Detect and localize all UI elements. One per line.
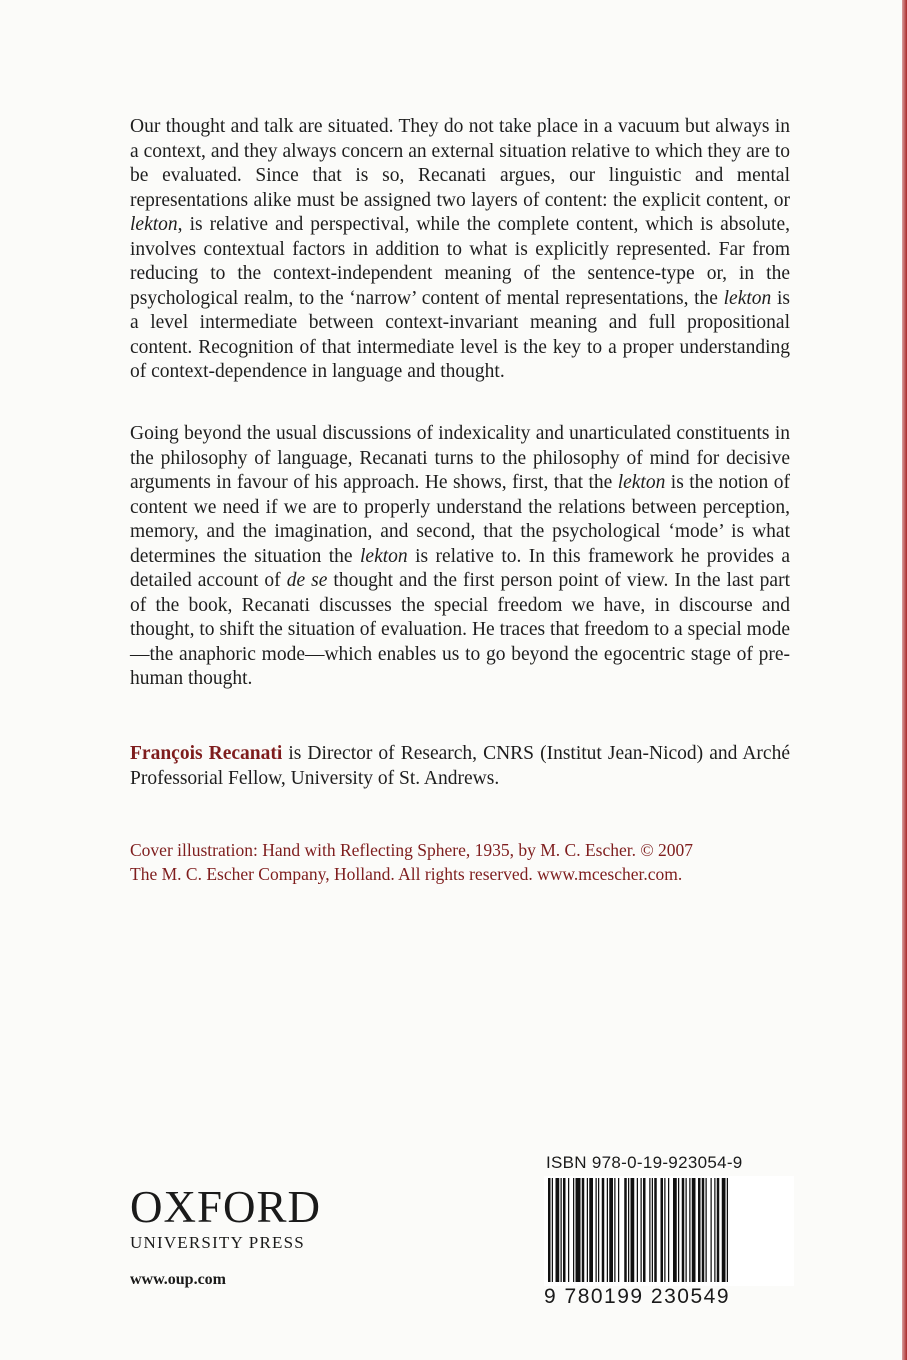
barcode-bar bbox=[664, 1178, 665, 1282]
publisher-name: OXFORD bbox=[130, 1182, 322, 1232]
barcode-bar bbox=[717, 1178, 720, 1282]
publisher-website: www.oup.com bbox=[130, 1271, 227, 1288]
barcode-bar bbox=[649, 1178, 650, 1282]
text-segment: , is relative and perspectival, while the complete content, which is absolute, involves contextual factors in addition to what is explicitly represented. Far from reducing to the context-independent meaning of the sentence-type or, in the psychological realm, to the ‘narrow’ content of mental representations, the bbox=[130, 214, 790, 309]
barcode-bar bbox=[618, 1178, 619, 1282]
barcode-bar bbox=[602, 1178, 605, 1282]
barcode-bar bbox=[576, 1178, 581, 1282]
text-segment: Going beyond the usual discussions of indexicality and unarticulated constituents in the philosophy of language, Recanati turns to the philosophy of mind for decisive arguments in favour of his approach. He shows, first, that the bbox=[130, 423, 790, 493]
barcode-bar bbox=[682, 1178, 685, 1282]
text-segment: is relative to. In this framework he provides a detailed account of bbox=[130, 545, 790, 591]
barcode-bar bbox=[698, 1178, 701, 1282]
text-segment: is the notion of content we need if we are to properly understand the relations between perception, memory, and the imagination, and second, that the psychological ‘mode’ is what determines the situation the bbox=[130, 472, 790, 567]
description-paragraph-1 bbox=[130, 115, 790, 385]
barcode-bar bbox=[552, 1178, 553, 1282]
author-bio-text: is Director of Research, CNRS (Institut Jean-Nicod) and Arché Professorial Fellow, University of St. Andrews. bbox=[130, 743, 790, 789]
barcode-bar bbox=[607, 1178, 608, 1282]
barcode-bar bbox=[561, 1178, 562, 1282]
barcode-bar bbox=[711, 1178, 712, 1282]
italic-term: lekton bbox=[130, 214, 178, 235]
barcode-bar bbox=[548, 1178, 551, 1282]
barcode-bar bbox=[702, 1178, 705, 1282]
barcode-bar bbox=[686, 1178, 687, 1282]
barcode-bar bbox=[624, 1178, 627, 1282]
barcode-bar bbox=[722, 1178, 726, 1282]
text-segment: Our thought and talk are situated. They do not take place in a vacuum but always in a context, and they always concern an external situation relative to which they are to be evaluated. Since that is so, Recanati argues, our linguistic and mental representations alike must be assigned two layers of content: the explicit content, or bbox=[130, 116, 790, 211]
barcode-icon bbox=[544, 1176, 794, 1286]
italic-term: de se bbox=[286, 570, 328, 591]
barcode-bar bbox=[643, 1178, 646, 1282]
barcode-bar bbox=[727, 1178, 728, 1282]
author-name: François Recanati bbox=[130, 743, 283, 764]
barcode-bar bbox=[652, 1178, 653, 1282]
barcode-bar bbox=[589, 1178, 593, 1282]
barcode-bar bbox=[631, 1178, 635, 1282]
barcode-bar bbox=[668, 1178, 669, 1282]
barcode-bar bbox=[673, 1178, 677, 1282]
barcode-digits: 9 780199 230549 bbox=[544, 1285, 730, 1308]
italic-term: lekton bbox=[723, 287, 772, 309]
italic-term: lekton bbox=[360, 545, 408, 567]
cover-credit-line-2: The M. C. Escher Company, Holland. All rights reserved. www.mcescher.com. bbox=[130, 864, 683, 884]
cover-credit bbox=[130, 838, 790, 886]
barcode-bar bbox=[678, 1178, 679, 1282]
isbn-label: ISBN 978-0-19-923054-9 bbox=[546, 1153, 743, 1172]
barcode-bar bbox=[661, 1178, 664, 1282]
barcode-bar bbox=[692, 1178, 696, 1282]
barcode-bar bbox=[654, 1178, 657, 1282]
italic-term: lekton bbox=[617, 472, 666, 493]
barcode-bar bbox=[563, 1178, 566, 1282]
author-bio bbox=[130, 742, 790, 791]
barcode-bar bbox=[587, 1178, 588, 1282]
text-segment: thought and the first person point of view. In the last part of the book, Recanati discusses the special freedom we have, in discourse and thought, to shift the situation of evaluation. He traces that freedom to a special mode—the anaphoric mode—which enables us to go beyond the egocentric stage of pre-human thought. bbox=[130, 570, 790, 689]
barcode-bar bbox=[609, 1178, 613, 1282]
barcode-bar bbox=[568, 1178, 569, 1282]
barcode-bar bbox=[714, 1178, 715, 1282]
barcode-bar bbox=[641, 1178, 642, 1282]
barcode-bar bbox=[582, 1178, 585, 1282]
publisher-subname: UNIVERSITY PRESS bbox=[130, 1233, 305, 1252]
description-paragraph-2 bbox=[130, 422, 790, 692]
barcode-bar bbox=[689, 1178, 690, 1282]
cover-credit-line-1: Cover illustration: Hand with Reflecting Sphere, 1935, by M. C. Escher. © 2007 bbox=[130, 840, 694, 860]
barcode-bar bbox=[614, 1178, 615, 1282]
text-segment: is a level intermediate between context-invariant meaning and full propositional content. Recognition of that intermediate level is the key to a proper understanding of context-dependence in language and thought. bbox=[130, 287, 790, 382]
barcode-bar bbox=[706, 1178, 707, 1282]
barcode-bar bbox=[637, 1178, 638, 1282]
spine-edge bbox=[902, 0, 907, 1360]
barcode-bar bbox=[628, 1178, 629, 1282]
barcode-bar bbox=[598, 1178, 599, 1282]
publisher-logo bbox=[130, 1182, 322, 1253]
barcode-bar bbox=[556, 1178, 560, 1282]
barcode-bar bbox=[596, 1178, 597, 1282]
barcode-bar bbox=[573, 1178, 574, 1282]
